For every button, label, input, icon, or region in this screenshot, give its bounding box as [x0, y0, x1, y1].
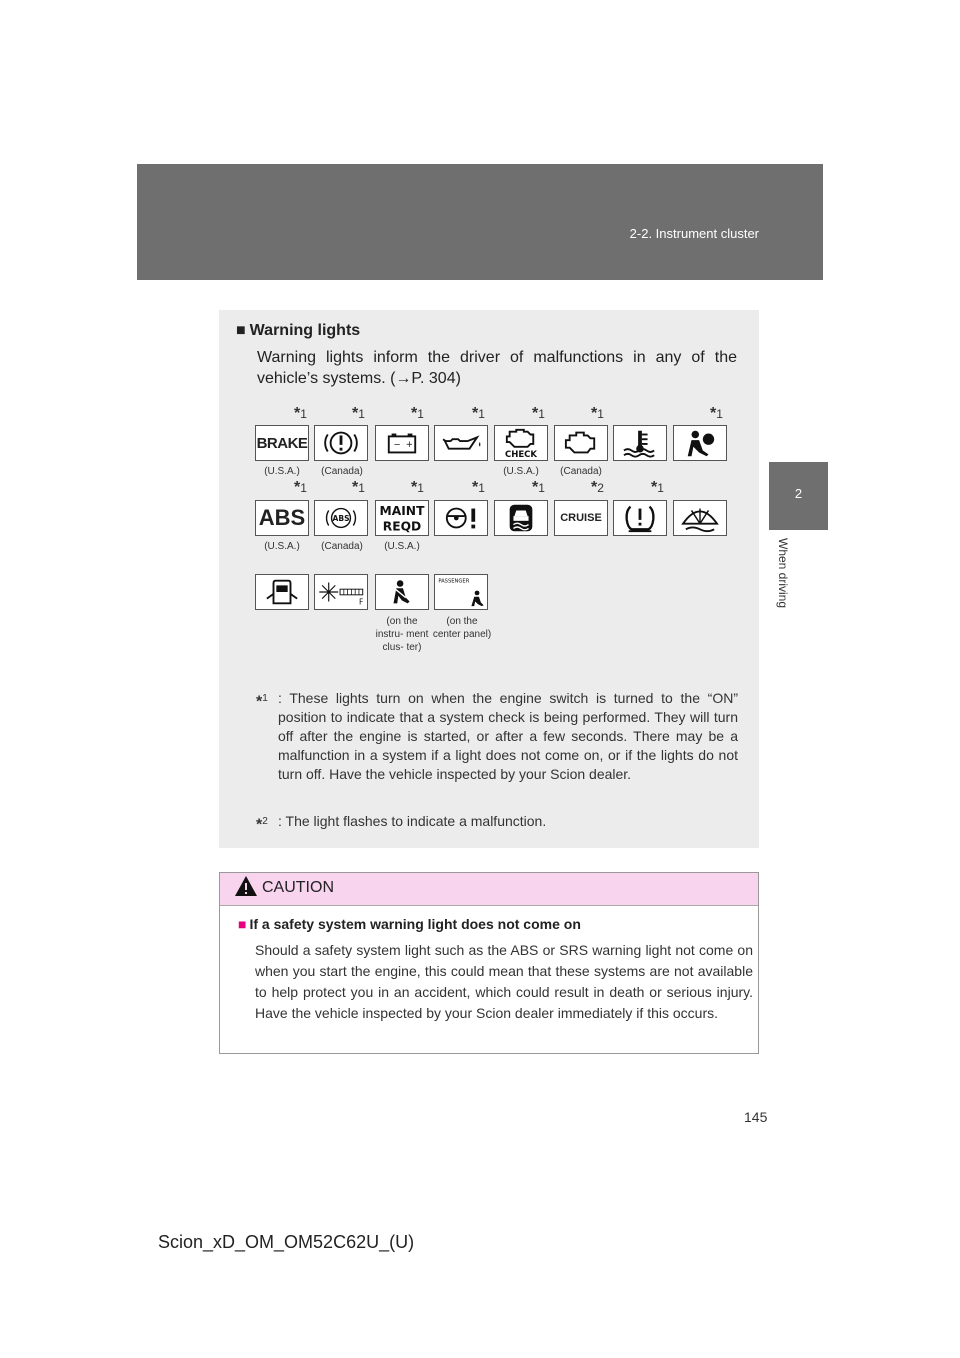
document-footer: Scion_xD_OM_OM52C62U_(U): [158, 1232, 415, 1252]
caution-square-icon: ■: [238, 916, 247, 932]
svg-text:ABS: ABS: [332, 513, 350, 523]
svg-text:REQD: REQD: [382, 519, 422, 534]
footnote-star: *2: [591, 479, 604, 496]
footnote-star: *1: [532, 405, 545, 422]
low-washer-fluid-icon: [673, 500, 727, 536]
footnote-star: *1: [591, 405, 604, 422]
brake-exclamation-circle-icon: [314, 425, 368, 461]
region-label: (U.S.A.): [384, 541, 420, 552]
region-label: (Canada): [560, 466, 602, 477]
header-bar: [137, 164, 823, 280]
open-door-icon: [255, 574, 309, 610]
region-label: (U.S.A.): [264, 541, 300, 552]
footnote-star: *1: [411, 479, 424, 496]
section-title: 2-2. Instrument cluster: [629, 226, 759, 241]
abs-warning-icon: ABS: [255, 500, 309, 536]
chapter-tab: 2: [769, 462, 828, 530]
chapter-label: When driving: [776, 538, 790, 609]
section-square-icon: ■: [236, 322, 246, 339]
svg-text:+: +: [405, 439, 413, 450]
region-label: (Canada): [321, 541, 363, 552]
caution-body: Should a safety system light such as the ABS or SRS warning light not come on when you start the engine, this could mean that these systems are not available to help protect you in an accident, which could result in death or serious injury. Have the vehicle inspected by your Scion dealer immediately if this occurs.: [255, 942, 753, 1021]
abs-circle-icon: [314, 500, 368, 536]
footnote-star: *1: [710, 405, 723, 422]
footnote-star: *1: [352, 479, 365, 496]
footnote-1: *$^1$ : These lights turn on when the engine switch is turned to the “ON” position to indicate that a system check is being performed. They will turn off after the engine is started, or after a few seconds. There may be a malfunction in a system if a light does not come on, or if the lights do not turn off. Have the vehicle inspected by your Scion dealer.: [256, 690, 738, 782]
caution-title: CAUTION: [262, 879, 334, 896]
brake-warning-icon: BRAKE: [255, 425, 309, 461]
region-label: (U.S.A.): [503, 466, 539, 477]
driver-seatbelt-reminder-icon: [375, 574, 429, 610]
svg-text:MAINT: MAINT: [379, 504, 425, 519]
maint-reqd-icon: [375, 500, 429, 536]
footnote-star: *1: [472, 479, 485, 496]
svg-text:F: F: [358, 597, 364, 607]
footnote-star: *1: [294, 405, 307, 422]
warning-lights-description-2: vehicle’s systems. (→P. 304): [257, 370, 461, 387]
power-steering-icon: [434, 500, 488, 536]
footnote-star: *1: [472, 405, 485, 422]
coolant-temperature-icon: [613, 425, 667, 461]
passenger-seatbelt-reminder-icon: [434, 574, 488, 610]
check-engine-icon: [494, 425, 548, 461]
cruise-control-icon: CRUISE: [554, 500, 608, 536]
tire-pressure-icon: [613, 500, 667, 536]
warning-lights-description-1: Warning lights inform the driver of malfunctions in any of the: [257, 349, 737, 366]
slip-indicator-icon: [494, 500, 548, 536]
footnote-star: *1: [411, 405, 424, 422]
warning-triangle-icon: [234, 874, 258, 898]
battery-charge-icon: [375, 425, 429, 461]
footnote-star: *1: [352, 405, 365, 422]
srs-airbag-icon: [673, 425, 727, 461]
caution-heading: ■ If a safety system warning light does not come on: [238, 916, 581, 932]
location-label: (on the instru- ment clus- ter): [375, 616, 429, 653]
oil-pressure-icon: [434, 425, 488, 461]
footnote-2: *$^2$ : The light flashes to indicate a malfunction.: [256, 813, 547, 834]
svg-text:PASSENGER: PASSENGER: [438, 578, 470, 585]
svg-text:CHECK: CHECK: [505, 450, 537, 460]
engine-malfunction-icon: [554, 425, 608, 461]
page-number: 145: [744, 1109, 768, 1125]
region-label: (U.S.A.): [264, 466, 300, 477]
footnote-star: *1: [294, 479, 307, 496]
footnote-star: *1: [651, 479, 664, 496]
region-label: (Canada): [321, 466, 363, 477]
low-fuel-icon: [314, 574, 368, 610]
warning-lights-title: ■ Warning lights: [236, 322, 361, 339]
footnote-star: *1: [532, 479, 545, 496]
location-label: (on the center panel): [432, 616, 492, 640]
svg-text:−: −: [393, 439, 401, 450]
